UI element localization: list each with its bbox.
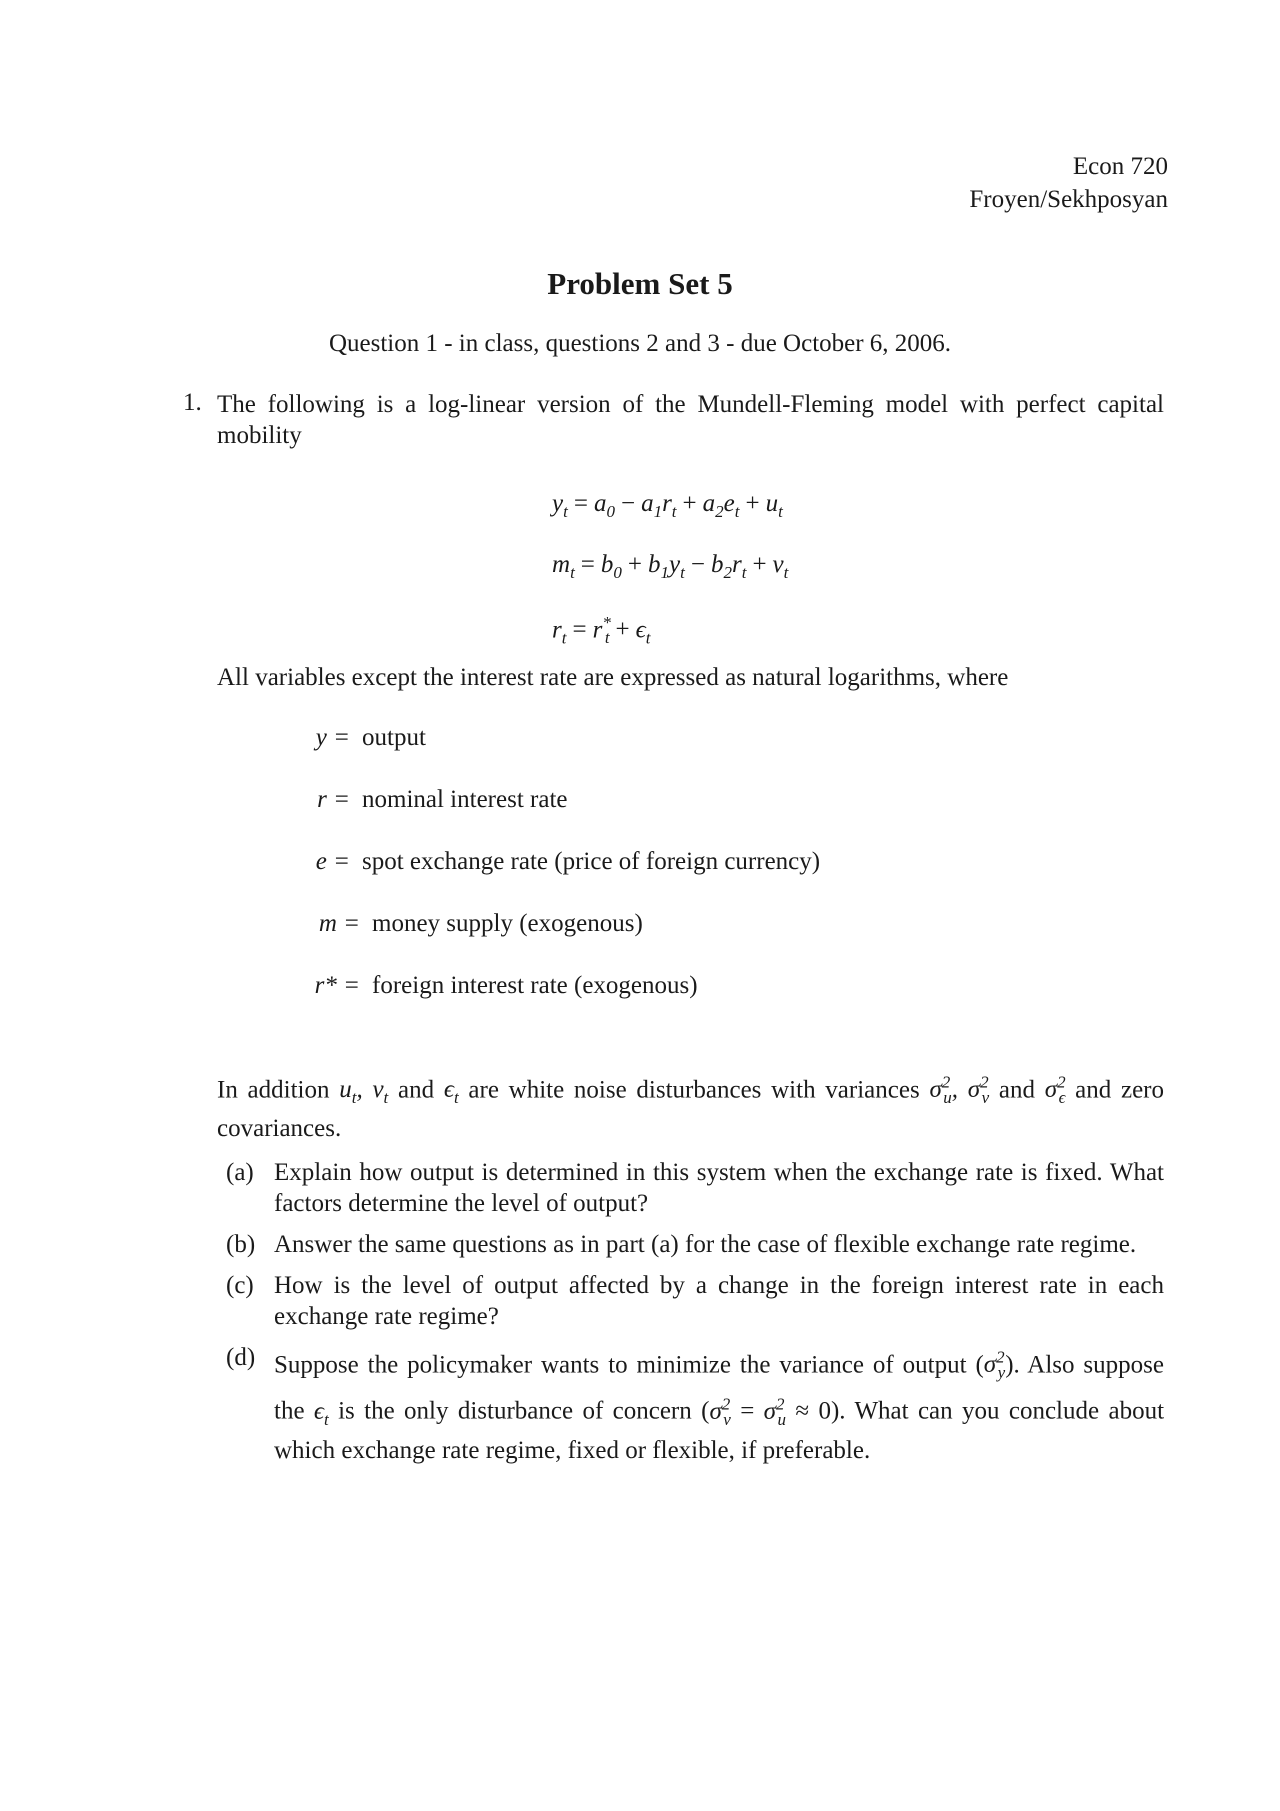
definition-symbol: e =	[315, 848, 350, 875]
list-item: (d) Suppose the policymaker wants to minimize the variance of output $(\sigma^2_y)$. Also suppose the $\epsilon_t$ is the only disturbance of concern $(\sigma^2_v = \sigma^2_u \approx 0)$. What can you conclude about which exchange rate regime, fixed or flexible, if preferable.	[226, 1344, 1165, 1464]
list-item	[226, 1270, 1164, 1332]
text-fragment: In addition	[217, 1076, 330, 1104]
definition-symbol: r* =	[314, 972, 360, 999]
variables-intro: All variables except the interest rate are expressed as natural logarithms, where	[217, 664, 1009, 691]
equation-lm: $m_t = b_0 + b_1y_t - b_2r_t + v_t$	[552, 551, 789, 582]
part-label: (d)	[226, 1344, 256, 1371]
question-number: 1.	[183, 389, 202, 416]
part-text: What can you conclude about which exchange rate regime, fixed or flexible, if preferable.	[274, 1397, 1165, 1464]
part-text: How is the level of output affected by a change in the foreign interest rate in each exchange rate regime?	[274, 1272, 1164, 1330]
instructor-names: Froyen/Sekhposyan	[969, 186, 1168, 213]
definition-meaning: spot exchange rate (price of foreign currency)	[362, 848, 821, 875]
course-header	[969, 150, 1168, 216]
question-intro: The following is a log-linear version of the Mundell-Fleming model with perfect capital mobility	[217, 391, 1164, 449]
definition-meaning: money supply (exogenous)	[372, 910, 643, 937]
definition-meaning: output	[362, 724, 426, 751]
definition-row	[250, 910, 950, 938]
disturbances-paragraph: In addition $u_t$, $v_t$ and $\epsilon_t$ are white noise disturbances with variances $\sigma^2_u$, $\sigma^2_v$ and $\sigma^2_\epsilon$ and zero covariances.	[217, 1073, 1165, 1143]
definition-row	[250, 848, 950, 876]
part-text: Also suppose the	[274, 1351, 1164, 1425]
part-text: Suppose the policymaker wants to minimize the variance of output	[274, 1351, 967, 1379]
list-item	[226, 1157, 1164, 1219]
text-fragment: are white noise disturbances with variances	[468, 1076, 920, 1104]
part-label: (c)	[226, 1272, 254, 1299]
part-label: (b)	[226, 1231, 256, 1258]
definition-row	[250, 724, 950, 752]
definition-symbol: m =	[318, 910, 360, 937]
part-text: Answer the same questions as in part (a) for the case of flexible exchange rate regime.	[274, 1231, 1137, 1258]
equation-uip: $r_t = r^*_t + \epsilon_t$	[552, 613, 651, 648]
subtitle: Question 1 - in class, questions 2 and 3 - due October 6, 2006.	[328, 330, 952, 357]
text-fragment: and zero covariances.	[217, 1076, 1165, 1143]
part-label: (a)	[226, 1159, 254, 1186]
text-fragment: and	[998, 1076, 1035, 1104]
definition-symbol: r =	[317, 786, 350, 813]
text-fragment: and	[398, 1076, 435, 1104]
part-text: Explain how output is determined in this system when the exchange rate is fixed. What factors determine the level of output?	[274, 1159, 1164, 1217]
equation-is: $y_t = a_0 - a_1r_t + a_2e_t + u_t$	[552, 490, 783, 521]
definition-meaning: foreign interest rate (exogenous)	[372, 972, 698, 999]
definition-symbol: y =	[315, 724, 350, 751]
page-title: Problem Set 5	[547, 266, 733, 301]
definition-meaning: nominal interest rate	[362, 786, 568, 813]
definition-row	[250, 786, 950, 814]
course-code: Econ 720	[1072, 153, 1168, 180]
definition-row	[250, 972, 950, 1000]
list-item	[226, 1229, 1164, 1260]
part-text: is the only disturbance of concern	[338, 1397, 692, 1425]
parts-list	[226, 1157, 1164, 1476]
